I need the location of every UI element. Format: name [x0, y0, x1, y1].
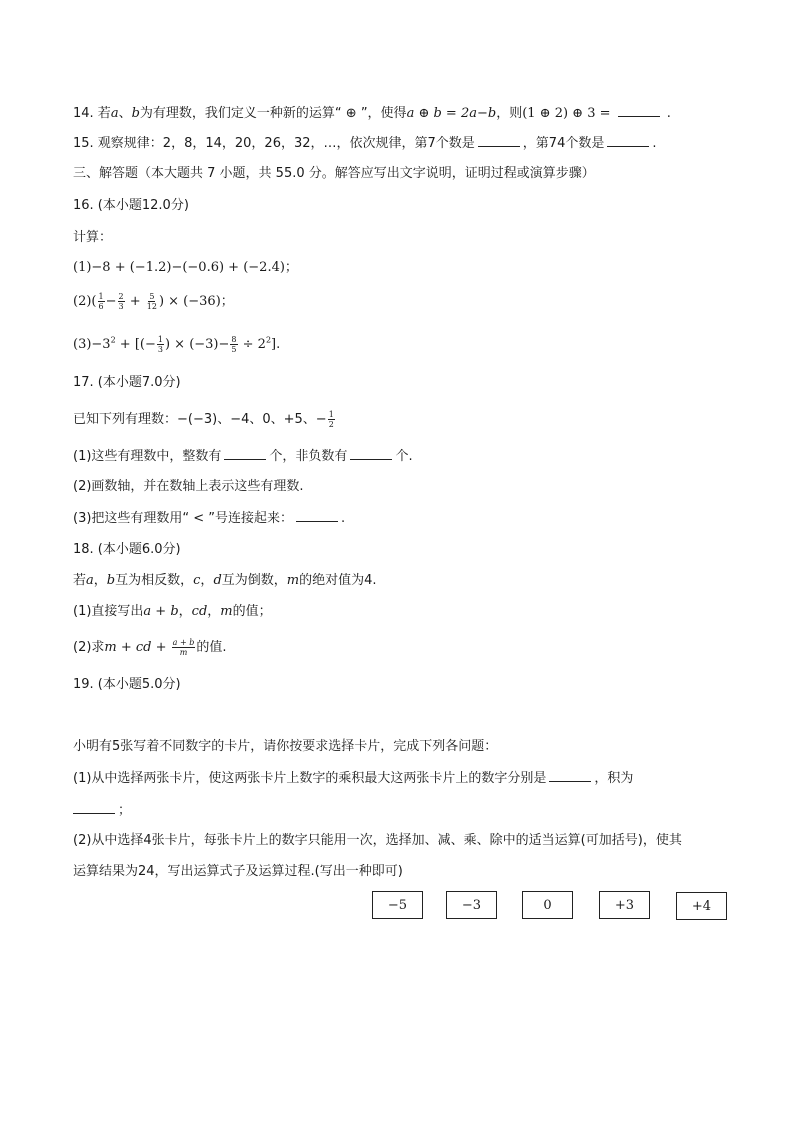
question-19-part-1-cont: ；: [73, 801, 734, 820]
question-19-intro: 小明有5张写着不同数字的卡片，请你按要求选择卡片，完成下列各问题：: [73, 739, 498, 754]
question-16-part-1: (1)−8 + (−1.2)−(−0.6) + (−2.4)；: [73, 260, 298, 275]
question-15: 15. 观察规律：2，8，14，20，26，32，…，依次规律，第7个数是 ，第74个数是 .: [73, 136, 657, 151]
answer-blank[interactable]: [478, 134, 520, 147]
question-16-part-2: (2)( $\frac{1}{6}$ − $\frac{2}{3}$ + $\frac{5}{12}$ ) × (−36)；: [73, 292, 234, 311]
fraction: $\frac{8}{5}$: [231, 335, 237, 354]
question-17-part-2: (2)画数轴，并在数轴上表示这些有理数.: [73, 479, 304, 494]
section-heading: 三、解答题（本大题共 7 小题，共 55.0 分。解答应写出文字说明，证明过程或演算步骤）: [73, 166, 595, 181]
answer-blank[interactable]: [224, 447, 266, 460]
fraction: $\frac{a + b}{m}$: [172, 638, 195, 657]
question-17-part-1: (1)这些有理数中，整数有 个，非负数有 个.: [73, 449, 413, 464]
question-18-part-1: (1)直接写出a + b，cd，m的值；: [73, 604, 272, 619]
answer-blank[interactable]: [296, 509, 338, 522]
answer-blank[interactable]: [607, 134, 649, 147]
answer-blank[interactable]: [618, 104, 660, 117]
fraction: $\frac{1}{3}$: [157, 335, 163, 354]
question-17-part-3: (3)把这些有理数用“ < ”号连接起来： .: [73, 511, 346, 526]
question-16-title: 16. (本小题12.0分): [73, 198, 189, 213]
answer-blank[interactable]: [549, 769, 591, 782]
question-14: 14. 若a、b为有理数，我们定义一种新的运算“ ⊕ ”，使得a ⊕ b = 2a−b，则(1 ⊕ 2) ⊕ 3 = .: [73, 106, 671, 121]
question-19-part-2: (2)从中选择4张卡片，每张卡片上的数字只能用一次，选择加、减、乘、除中的适当运算(可加括号)，使其: [73, 833, 682, 848]
fraction: $\frac{1}{2}$: [328, 410, 334, 429]
question-19-title: 19. (本小题5.0分): [73, 677, 181, 692]
fraction: $\frac{1}{6}$: [98, 292, 104, 311]
question-18-title: 18. (本小题6.0分): [73, 542, 181, 557]
question-18-part-2: (2)求m + cd + $\frac{a + b}{m}$ 的值.: [73, 638, 227, 657]
question-16-part-3: $(3)-3^2$ + [(− $\frac{1}{3}$ ) × (−3)− $\frac{8}{5}$ ÷ $2^2$].: [73, 335, 281, 354]
fraction: $\frac{5}{12}$: [146, 292, 157, 311]
question-19-part-1: (1)从中选择两张卡片，使这两张卡片上数字的乘积最大这两张卡片上的数字分别是 ，积为: [73, 771, 634, 786]
number-card: +4: [676, 892, 727, 920]
number-card: −5: [372, 891, 423, 919]
question-17-title: 17. (本小题7.0分): [73, 375, 181, 390]
answer-blank[interactable]: [350, 447, 392, 460]
number-card: −3: [446, 891, 497, 919]
fraction: $\frac{2}{3}$: [118, 292, 124, 311]
number-card: 0: [522, 891, 573, 919]
question-17-intro: 已知下列有理数：−(−3)、−4、0、+5、− $\frac{1}{2}$: [73, 410, 334, 429]
number-card: +3: [599, 891, 650, 919]
question-19-part-2-cont: 运算结果为24，写出运算式子及运算过程.(写出一种即可): [73, 864, 403, 879]
question-18-intro: 若a，b互为相反数，c，d互为倒数，m的绝对值为4.: [73, 573, 377, 588]
question-16-intro: 计算：: [73, 230, 113, 245]
answer-blank[interactable]: [73, 801, 115, 814]
